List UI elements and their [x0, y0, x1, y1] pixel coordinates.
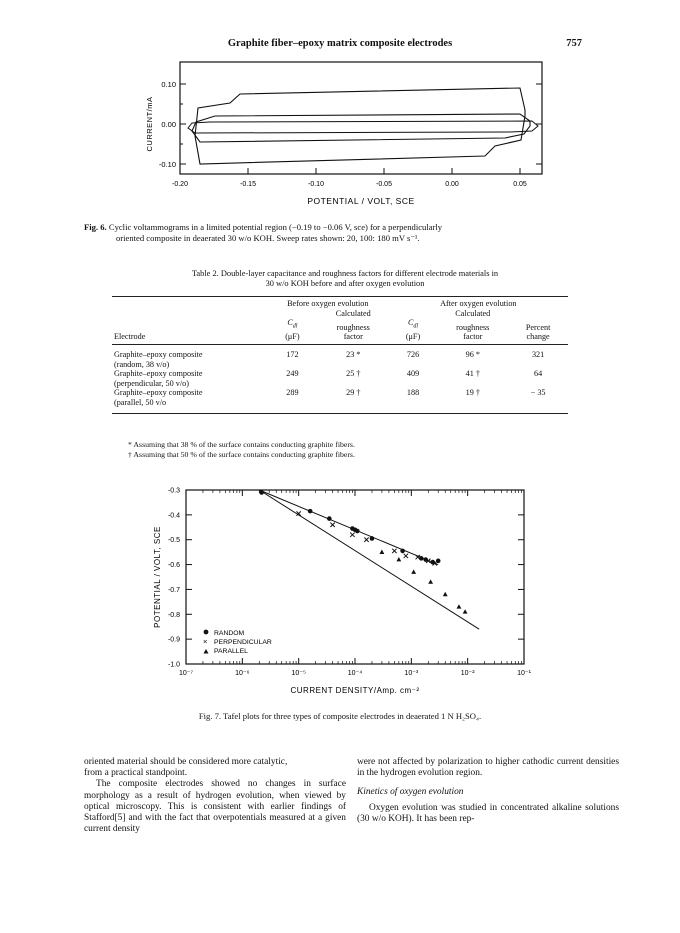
fig7-legend	[203, 630, 272, 655]
fig7-ylabel: POTENTIAL / VOLT, SCE	[153, 526, 162, 628]
x-tick-label: 10⁻⁷	[178, 670, 194, 677]
fig6-ytick-2: 0.00	[161, 120, 176, 129]
fig7-xlabel: CURRENT DENSITY/Amp. cm⁻²	[290, 686, 420, 695]
y-tick-label: -0.9	[167, 636, 180, 644]
table2-title-line2: 30 w/o KOH before and after oxygen evolution	[265, 279, 425, 288]
legend-label-random: RANDOM	[214, 630, 245, 637]
table-row-sub: (random, 38 v/o)	[114, 359, 170, 369]
running-header-title: Graphite fiber–epoxy matrix composite electrodes	[227, 38, 453, 49]
legend-marker-random	[204, 630, 209, 635]
x-tick-label: 10⁻³	[404, 670, 419, 677]
parallel-point	[411, 569, 416, 573]
fig6-xtick-2: -0.15	[240, 181, 256, 188]
fig6-ytick-1: 0.10	[161, 80, 176, 89]
perpendicular-point	[330, 523, 334, 527]
table-row: Graphite–epoxy composite 249 25 † 409 41 † 64	[114, 369, 543, 379]
fit-line	[259, 490, 438, 565]
fig6-curve-100	[192, 114, 530, 142]
fig6-xtick-5: 0.00	[445, 181, 459, 188]
fig6-caption	[84, 222, 604, 243]
page-number: 757	[566, 38, 582, 49]
y-tick-label: -0.5	[167, 537, 180, 545]
fig6-xtick-6: 0.05	[513, 181, 527, 188]
table2-title	[120, 269, 570, 289]
y-tick-label: -0.3	[167, 487, 180, 495]
table2-col-factor-2: factor	[463, 332, 483, 342]
y-tick-label: -1.0	[167, 661, 180, 669]
y-tick-label: -0.4	[167, 512, 180, 520]
fig6-ylabel: CURRENT/mA	[145, 96, 154, 152]
table2-group-after: After oxygen evolution	[440, 299, 517, 308]
fig6-xtick-4: -0.05	[376, 181, 392, 188]
table2-col-percent: Percent	[525, 322, 551, 332]
random-point	[370, 536, 375, 541]
parallel-point	[428, 579, 433, 583]
parallel-point	[463, 609, 468, 613]
parallel-point	[443, 592, 448, 596]
legend-marker-parallel	[204, 649, 209, 654]
fig6-curve-20	[188, 121, 538, 133]
fig7-tafel-plot	[138, 482, 568, 704]
legend-label-parallel: PARALLEL	[214, 648, 248, 655]
table-row: Graphite–epoxy composite 172 23 * 726 96 * 321	[114, 350, 545, 360]
table2: Before oxygen evolution After oxygen evolution Calculated Calculated $C_{dl}$ roughness $C_{dl}$ roughness Percent Electrode (μF) factor (μF) factor change Graphite–epoxy composite 172 23 * 726 96 * 321 (random, 38 v/o) Graphite–epoxy composite 249 25 † 409 41 † 64 (perpendicular, 50 v/o) Graphite–epoxy composite 289 29 † 188 19 † − 35 (parallel, 50 v/o	[112, 296, 568, 414]
parallel-point	[396, 557, 401, 561]
parallel-point	[379, 550, 384, 554]
x-tick-label: 10⁻⁵	[291, 670, 306, 677]
y-tick-label: -0.8	[167, 611, 180, 619]
table-row-sub: (perpendicular, 50 v/o)	[114, 378, 189, 388]
fit-line	[259, 490, 479, 629]
legend-label-perpendicular: PERPENDICULAR	[214, 639, 272, 646]
table2-footnote-1: * Assuming that 38 % of the surface contains conducting graphite fibers.	[128, 440, 355, 449]
table2-col-unit-2: (μF)	[405, 332, 421, 342]
table2-group-before: Before oxygen evolution	[287, 299, 369, 308]
table2-col-rough-1: roughness	[336, 322, 370, 332]
parallel-point	[457, 604, 462, 608]
fig6-xlabel: POTENTIAL / VOLT, SCE	[307, 196, 415, 206]
table2-col-unit-1: (μF)	[285, 332, 300, 342]
perpendicular-point	[404, 554, 408, 558]
perpendicular-point	[350, 533, 354, 537]
fig6-caption-label: Fig. 6.	[84, 222, 107, 232]
x-tick-label: 10⁻⁴	[347, 670, 363, 677]
body-right-paragraph2: Oxygen evolution was studied in concentrated alkaline solutions (30 w/o KOH). It has been rep-	[357, 802, 619, 824]
table2-col-cdl-2: C	[407, 318, 414, 328]
random-point	[308, 509, 313, 514]
fig7-frame	[186, 490, 524, 664]
table2-footnote-2: † Assuming that 50 % of the surface contains conducting graphite fibers.	[128, 450, 355, 459]
table2-col-calc-1: Calculated	[335, 308, 371, 318]
table2-col-change: change	[526, 332, 550, 342]
random-point	[400, 549, 405, 554]
x-tick-label: 10⁻⁶	[235, 670, 250, 677]
table2-col-cdl-1: C	[287, 318, 293, 328]
table2-col-rough-2: roughness	[456, 322, 490, 332]
body-left-paragraph: The composite electrodes showed no changes in surface morphology as a result of hydrogen evolution, when viewed by optical microscopy. This is consistent with earlier findings of Stafford[5] and with the fact that overpotentials measured at a given current density	[84, 779, 346, 835]
y-tick-label: -0.6	[167, 562, 180, 570]
fig6-frame	[180, 62, 542, 174]
perpendicular-point	[392, 549, 396, 553]
random-point	[355, 529, 360, 534]
fig6-caption-line2: oriented composite in deaerated 30 w/o KOH. Sweep rates shown: 20, 100: 180 mV s⁻¹.	[116, 232, 420, 243]
body-right-paragraph1: were not affected by polarization to higher cathodic current densities in the hydrogen evolution region.	[357, 757, 619, 779]
table2-col-electrode: Electrode	[114, 332, 146, 342]
table-row-sub: (parallel, 50 v/o	[112, 398, 568, 413]
fig6-xtick-3: -0.10	[308, 181, 324, 188]
fig7-caption: Fig. 7. Tafel plots for three types of composite electrodes in deaerated 1 N H₂SO₄.	[198, 711, 482, 721]
table2-title-line1: Table 2. Double-layer capacitance and roughness factors for different electrode materials in	[191, 269, 499, 278]
table-row: Graphite–epoxy composite 289 29 † 188 19 † − 35	[114, 388, 546, 398]
random-point	[259, 490, 264, 495]
fig6-caption-line1: Cyclic voltammograms in a limited potential region (−0.19 to −0.06 V, sce) for a perpendicularly	[108, 222, 443, 232]
table2-col-calc-2: Calculated	[455, 308, 491, 318]
perpendicular-point	[364, 538, 368, 542]
body-left-line1: oriented material should be considered more catalytic,	[84, 757, 288, 767]
random-point	[327, 516, 332, 521]
section-heading: Kinetics of oxygen evolution	[357, 787, 464, 798]
body-left-column	[84, 757, 346, 835]
x-tick-label: 10⁻²	[460, 670, 475, 677]
fig6-xtick-1: -0.20	[172, 181, 188, 188]
body-right-column	[357, 757, 619, 825]
fig6-ytick-3: -0.10	[158, 160, 176, 169]
fig6-curve-180	[195, 88, 525, 164]
fig6-voltammogram	[140, 56, 560, 216]
body-left-line2: from a practical standpoint.	[84, 768, 188, 779]
legend-marker-perpendicular: ×	[203, 637, 208, 646]
x-tick-label: 10⁻¹	[517, 670, 531, 677]
y-tick-label: -0.7	[167, 586, 180, 594]
table2-col-factor-1: factor	[343, 332, 363, 342]
